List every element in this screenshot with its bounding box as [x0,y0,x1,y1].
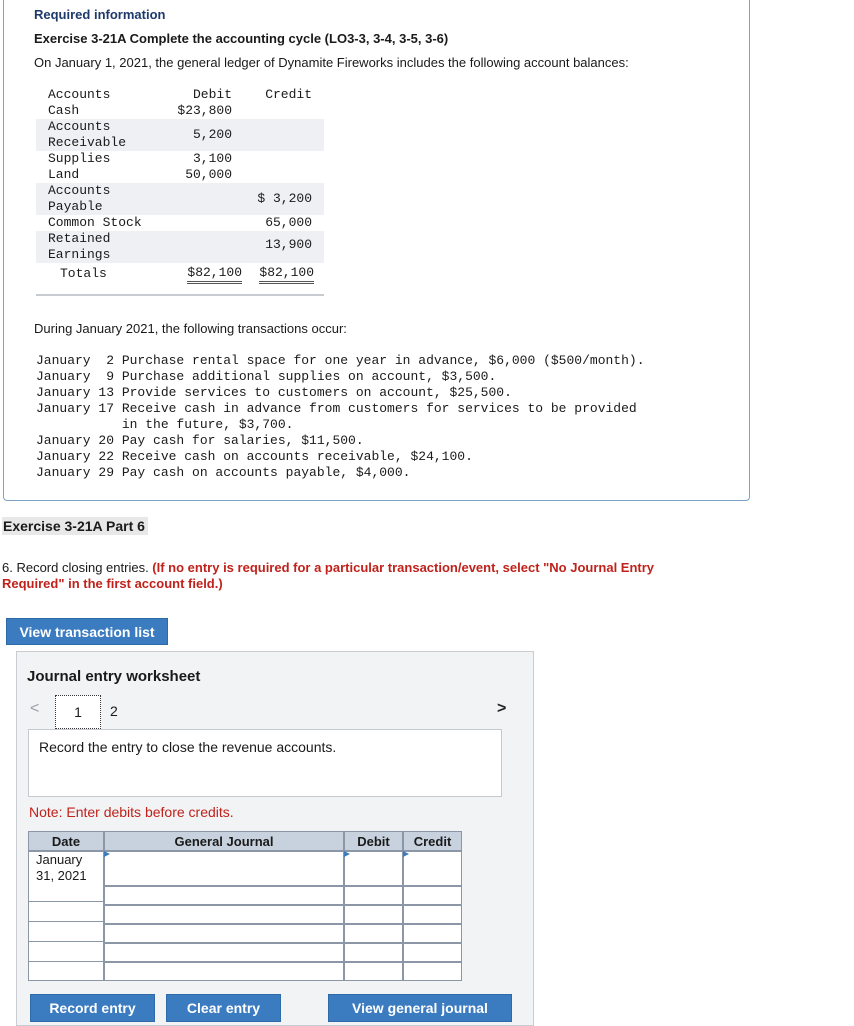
entry-date-line1: January [36,852,83,867]
row-divider [28,901,104,902]
row-divider [28,921,104,922]
debit-input[interactable] [344,905,403,924]
col-general-journal: General Journal [104,831,344,851]
transaction-line: January 2 Purchase rental space for one year in advance, $6,000 ($500/month). [36,353,645,368]
account-input[interactable] [104,886,344,905]
debit-value: 50,000 [185,167,232,182]
row-divider [28,961,104,962]
table-divider [36,294,324,296]
table-header-row [36,87,324,103]
table-row [36,231,324,263]
col-credit: Credit [265,87,312,102]
account-input[interactable] [104,962,344,981]
account-name-line2: Payable [48,199,103,214]
account-input[interactable] [104,851,344,886]
page-tab-2[interactable]: 2 [110,703,118,719]
worksheet-title: Journal entry worksheet [27,668,201,685]
next-page-icon[interactable]: > [497,700,507,717]
credit-value: $ 3,200 [257,191,312,206]
debit-input[interactable] [344,924,403,943]
account-name-line2: Earnings [48,247,111,262]
account-input[interactable] [104,943,344,962]
col-debit: Debit [344,831,403,851]
dropdown-marker-icon [344,851,352,859]
totals-credit: $82,100 [259,265,314,284]
credit-input[interactable] [403,886,462,905]
account-name: Retained [48,231,111,246]
transaction-line: in the future, $3,700. [36,417,294,432]
table-row [36,215,324,231]
clear-entry-button[interactable]: Clear entry [166,994,281,1022]
credit-input[interactable] [403,905,462,924]
dropdown-marker-icon [403,851,411,859]
account-name: Accounts [48,119,111,134]
debits-note: Note: Enter debits before credits. [29,804,234,820]
credit-input[interactable] [403,851,462,886]
transaction-line: January 22 Receive cash on accounts receivable, $24,100. [36,449,473,464]
col-credit: Credit [403,831,462,851]
account-name: Accounts [48,183,111,198]
debit-input[interactable] [344,851,403,886]
totals-label: Totals [60,266,107,281]
debit-value: $23,800 [177,103,232,118]
row-divider [28,941,104,942]
debit-input[interactable] [344,962,403,981]
table-row [36,103,324,119]
totals-row [36,263,324,285]
account-name: Common Stock [48,215,142,230]
account-input[interactable] [104,905,344,924]
credit-input[interactable] [403,962,462,981]
exercise-intro: On January 1, 2021, the general ledger of Dynamite Fireworks includes the following account balances: [34,55,629,70]
col-accounts: Accounts [48,87,111,102]
record-entry-button[interactable]: Record entry [30,994,155,1022]
account-name-line2: Receivable [48,135,127,150]
account-name: Land [48,167,80,182]
totals-debit: $82,100 [187,265,242,284]
transactions-intro: During January 2021, the following transactions occur: [34,321,347,336]
credit-input[interactable] [403,943,462,962]
transaction-line: January 13 Provide services to customers on account, $25,500. [36,385,512,400]
page-tab-1[interactable]: 1 [55,695,101,729]
table-row [36,151,324,167]
transaction-line: January 9 Purchase additional supplies on account, $3,500. [36,369,497,384]
col-date: Date [28,831,104,851]
credit-input[interactable] [403,924,462,943]
credit-value: 13,900 [265,237,312,252]
prev-page-icon[interactable]: < [30,700,40,717]
row-divider [28,980,104,981]
prompt-text: Record the entry to close the revenue accounts. [39,739,337,755]
entry-date-line2: 31, 2021 [36,868,87,883]
debit-input[interactable] [344,943,403,962]
instruction-note: (If no entry is required for a particular transaction/event, select "No Journal Entry Required" in the first account field.) [2,560,655,591]
dropdown-marker-icon [104,851,112,859]
account-balances-table [36,87,324,285]
transaction-line: January 20 Pay cash for salaries, $11,500. [36,433,364,448]
transaction-line: January 29 Pay cash on accounts payable, $4,000. [36,465,411,480]
account-input[interactable] [104,924,344,943]
debit-input[interactable] [344,886,403,905]
debit-value: 5,200 [192,127,232,142]
transaction-line: January 17 Receive cash in advance from customers for services to be provided [36,401,637,416]
account-name: Cash [48,103,80,118]
account-name: Supplies [48,151,111,166]
instructions [2,560,702,592]
view-general-journal-button[interactable]: View general journal [328,994,512,1022]
table-row [36,167,324,183]
debit-value: 3,100 [192,151,232,166]
credit-value: 65,000 [265,215,312,230]
part-tag: Exercise 3-21A Part 6 [2,517,148,535]
entry-date [36,852,87,884]
col-debit: Debit [192,87,232,102]
table-row [36,119,324,151]
required-info-heading: Required information [34,7,166,22]
exercise-title: Exercise 3-21A Complete the accounting cycle (LO3-3, 3-4, 3-5, 3-6) [34,31,449,46]
instruction-text: 6. Record closing entries. [2,560,153,575]
view-transaction-list-button[interactable]: View transaction list [6,618,168,645]
table-row [36,183,324,215]
